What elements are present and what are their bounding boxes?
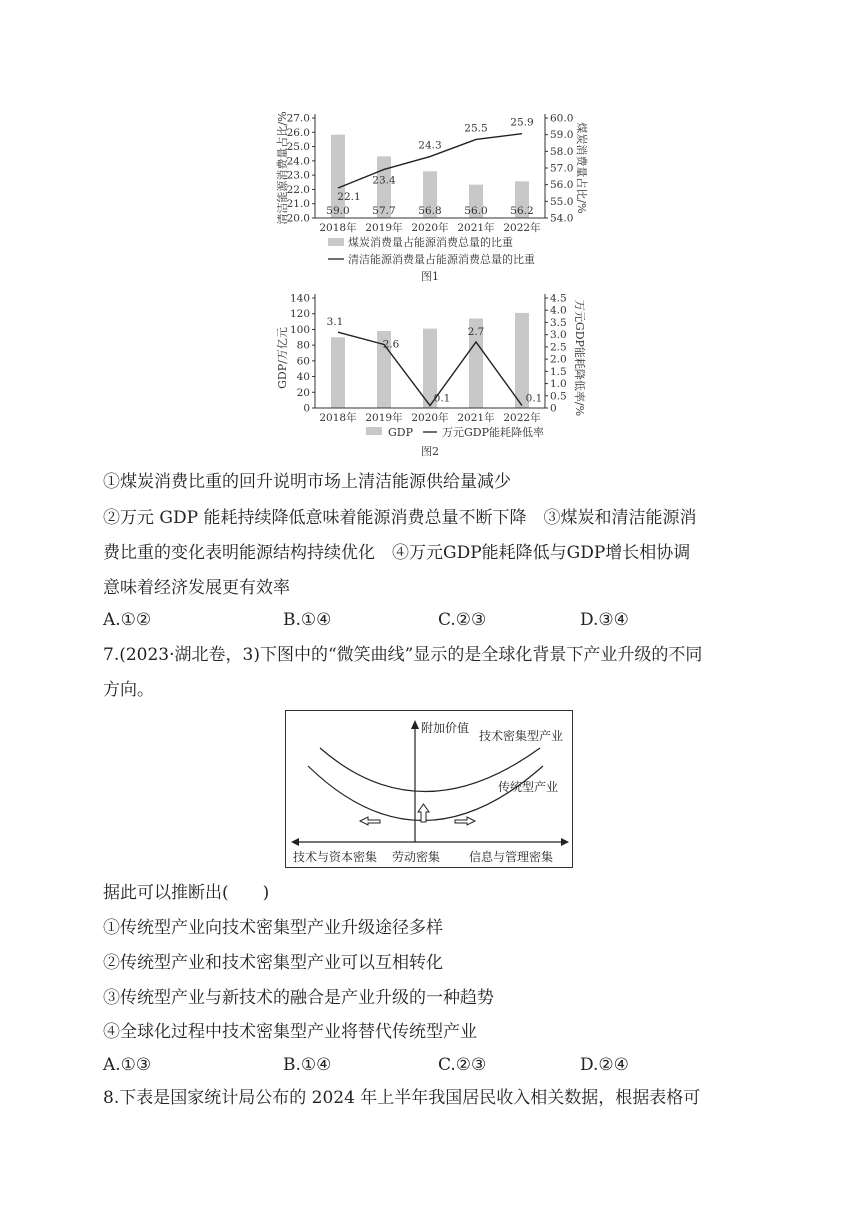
figure2-ylabel-right: 万元GDP能耗降低率/% [573,299,586,417]
figure1-caption: 图1 [421,270,439,283]
y-axis-label: 附加价值 [421,721,470,735]
figure1-legend-line-label: 清洁能源消费量占能源消费总量的比重 [348,253,535,266]
bar-data-label: 57.7 [372,205,396,217]
q7-prompt: 据此可以推断出( ) [103,883,270,903]
y-tick-label-left: 100 [289,323,310,336]
line-data-label: 25.9 [510,116,534,129]
y-tick-label-right: 55.0 [550,195,574,208]
y-tick-label-right: 0.5 [550,390,567,403]
q6-statement-1: ①煤炭消费比重的回升说明市场上清洁能源供给量减少 [103,472,511,492]
line-data-label: 3.1 [326,316,344,329]
shift-right-arrow [455,817,475,825]
y-tick-label-right: 4.0 [550,304,567,317]
y-tick-label-right: 56.0 [550,179,574,192]
q6-option-c[interactable]: C.②③ [438,610,487,630]
y-tick-label-right: 59.0 [550,129,574,142]
q6-option-d[interactable]: D.③④ [580,610,629,630]
line-data-label: 2.7 [467,326,485,338]
q7-stem-line-1: 7.(2023·湖北卷，3)下图中的“微笑曲线”显示的是全球化背景下产业升级的不同 [103,645,703,665]
q7-option-b[interactable]: B.①④ [283,1055,332,1075]
figure2-ylabel-left: GDP/万亿元 [276,327,289,389]
q6-statement-2: ②万元 GDP 能耗持续降低意味着能源消费总量不断下降 ③煤炭和清洁能源消 [103,508,697,528]
y-tick-label-right: 54.0 [550,212,574,225]
y-tick-label-left: 25.0 [286,141,310,154]
y-tick-label-right: 3.0 [550,329,567,342]
x-tick-label: 2018年 [319,412,357,424]
line-data-label: 25.5 [464,122,488,135]
q6-option-b[interactable]: B.①④ [283,610,332,630]
q6-statement-4: 意味着经济发展更有效率 [103,578,290,598]
q7-statement-4: ④全球化过程中技术密集型产业将替代传统型产业 [103,1022,477,1042]
chart-figure-2 [270,288,590,460]
q7-statement-1: ①传统型产业向技术密集型产业升级途径多样 [103,918,443,938]
y-tick-label-left: 21.0 [286,198,310,211]
y-tick-label-left: 40 [296,371,310,384]
y-tick-label-right: 57.0 [550,162,574,175]
y-tick-label-right: 4.5 [550,292,567,305]
bar-data-label: 56.2 [510,205,534,217]
y-tick-label-left: 120 [289,308,310,321]
q7-statement-2: ②传统型产业和技术密集型产业可以互相转化 [103,953,443,973]
line-data-label: 0.1 [433,392,451,405]
bar [331,337,345,408]
x-tick-label: 2022年 [503,412,541,424]
bar-data-label: 56.8 [418,205,442,217]
figure2-legend-bar-label: GDP [388,426,414,439]
x-tick-label: 2021年 [457,412,495,424]
figure2-legend-bar-swatch [366,427,382,435]
line-data-label: 0.1 [525,392,543,405]
x-tick-label: 2018年 [319,222,357,234]
y-tick-label-left: 80 [296,339,310,352]
x-tick-label: 2021年 [457,222,495,234]
chart-figure-1 [270,98,590,286]
bar-data-label: 59.0 [326,205,350,217]
y-tick-label-right: 58.0 [550,145,574,158]
q6-statement-3: 费比重的变化表明能源结构持续优化 ④万元GDP能耗降低与GDP增长相协调 [103,543,691,563]
figure2-caption: 图2 [421,445,439,458]
figure1-legend-bar-label: 煤炭消费量占能源消费总量的比重 [348,236,513,249]
y-tick-label-left: 0 [303,402,310,415]
q7-option-d[interactable]: D.②④ [580,1055,629,1075]
x-tick-label: 2020年 [411,412,449,424]
q8-stem: 8.下表是国家统计局公布的 2024 年上半年我国居民收入相关数据，根据表格可 [103,1088,701,1108]
y-tick-label-left: 20.0 [286,212,310,225]
y-tick-label-left: 26.0 [286,126,310,139]
line-data-label: 2.6 [382,338,400,351]
figure1-ylabel-left: 清洁能源消费量占比/% [276,111,289,225]
y-tick-label-right: 3.5 [550,316,567,329]
line-data-label: 22.1 [337,191,361,203]
y-axis-arrow [411,720,419,729]
q7-statement-3: ③传统型产业与新技术的融合是产业升级的一种趋势 [103,988,494,1008]
figure1-legend-bar-swatch [328,238,344,246]
q7-option-a[interactable]: A.①③ [103,1055,152,1075]
y-tick-label-left: 23.0 [286,169,310,182]
y-tick-label-left: 27.0 [286,112,310,125]
y-tick-label-right: 60.0 [550,112,574,125]
bar-data-label: 56.0 [464,205,488,217]
label-technology-intensive: 技术密集型产业 [479,729,564,743]
y-tick-label-left: 22.0 [286,183,310,196]
y-tick-label-left: 24.0 [286,155,310,168]
q7-option-c[interactable]: C.②③ [438,1055,487,1075]
y-tick-label-left: 20 [296,386,310,399]
x-label-right: 信息与管理密集 [469,850,554,864]
line-data-label: 24.3 [418,139,442,152]
y-tick-label-right: 1.5 [550,365,567,378]
y-tick-label-right: 2.5 [550,341,567,354]
y-tick-label-left: 60 [296,355,310,368]
x-tick-label: 2020年 [411,222,449,234]
x-axis-arrow-left [291,838,299,846]
smile-curve-diagram [285,710,573,868]
x-label-middle: 劳动密集 [392,850,441,864]
x-tick-label: 2019年 [365,412,403,424]
x-tick-label: 2019年 [365,222,403,234]
line-data-label: 23.4 [372,174,396,187]
q6-option-a[interactable]: A.①② [103,610,152,630]
y-tick-label-left: 140 [289,292,310,305]
x-axis-arrow-right [561,838,569,846]
x-label-left: 技术与资本密集 [293,850,378,864]
y-tick-label-right: 1.0 [550,378,567,391]
label-traditional: 传统型产业 [498,780,559,794]
upgrade-up-arrow [418,804,429,822]
q7-stem-line-2: 方向。 [103,680,154,700]
figure1-ylabel-right: 煤炭消费量占比/% [575,122,588,214]
x-tick-label: 2022年 [503,222,541,234]
y-tick-label-right: 2.0 [550,353,567,366]
shift-left-arrow [360,817,380,825]
figure2-legend-line-label: 万元GDP能耗降低率 [442,426,545,439]
y-tick-label-right: 0 [550,402,557,415]
